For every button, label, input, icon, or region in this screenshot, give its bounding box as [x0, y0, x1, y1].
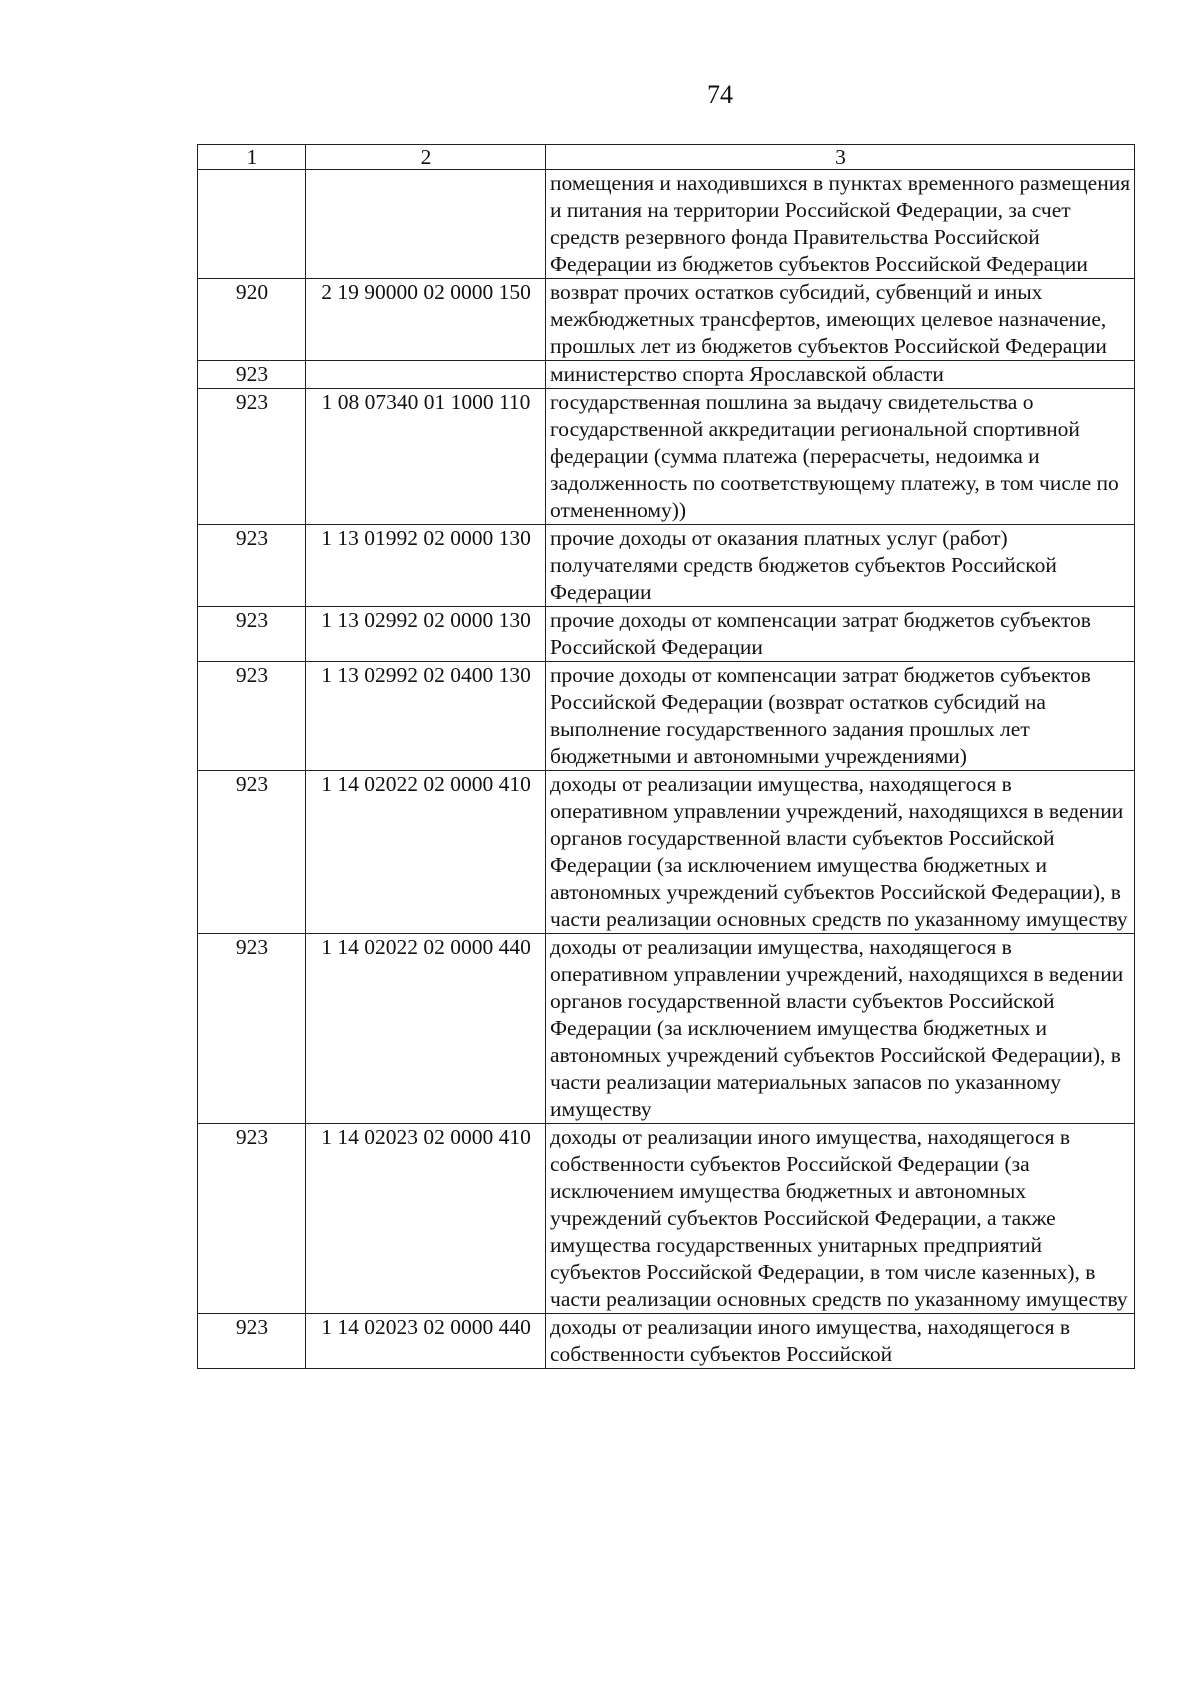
revenue-name-cell: доходы от реализации имущества, находящегося в оперативном управлении учреждений, находящихся в ведении органов государственной власти субъектов Российской Федерации (за исключением имущества бюджетных и автономных учреждений субъектов Российской Федерации), в части реализации основных средств по указанному имуществу — [546, 771, 1135, 934]
revenue-name-cell: прочие доходы от компенсации затрат бюджетов субъектов Российской Федерации — [546, 607, 1135, 662]
header-row — [198, 145, 1135, 170]
revenue-code-cell: 1 08 07340 01 1000 110 — [306, 389, 546, 525]
table-row — [198, 279, 1135, 361]
revenue-code-cell: 1 13 02992 02 0000 130 — [306, 607, 546, 662]
revenue-name-cell: прочие доходы от компенсации затрат бюджетов субъектов Российской Федерации (возврат остатков субсидий на выполнение государственного задания прошлых лет бюджетными и автономными учреждениями) — [546, 662, 1135, 771]
column-header-1: 1 — [198, 145, 306, 170]
revenue-name-cell: доходы от реализации иного имущества, находящегося в собственности субъектов Российской — [546, 1314, 1135, 1369]
admin-code-cell: 923 — [198, 389, 306, 525]
revenue-code-cell: 2 19 90000 02 0000 150 — [306, 279, 546, 361]
admin-code-cell: 923 — [198, 771, 306, 934]
admin-code-cell: 923 — [198, 525, 306, 607]
table-row — [198, 771, 1135, 934]
table-row — [198, 170, 1135, 279]
admin-code-cell: 923 — [198, 361, 306, 389]
revenue-code-cell: 1 14 02023 02 0000 440 — [306, 1314, 546, 1369]
revenue-name-cell: государственная пошлина за выдачу свидетельства о государственной аккредитации региональной спортивной федерации (сумма платежа (перерасчеты, недоимка и задолженность по соответствующему платежу, в том числе по отмененному)) — [546, 389, 1135, 525]
page-number: 74 — [707, 80, 733, 109]
table-row — [198, 607, 1135, 662]
admin-code-cell: 923 — [198, 1314, 306, 1369]
table-row — [198, 934, 1135, 1124]
revenue-name-cell: прочие доходы от оказания платных услуг (работ) получателями средств бюджетов субъектов Российской Федерации — [546, 525, 1135, 607]
column-header-2: 2 — [306, 145, 546, 170]
table-row — [198, 662, 1135, 771]
revenue-code-cell — [306, 170, 546, 279]
revenue-name-cell: доходы от реализации иного имущества, находящегося в собственности субъектов Российской Федерации (за исключением имущества бюджетных и автономных учреждений субъектов Российской Федерации, а также имущества государственных унитарных предприятий субъектов Российской Федерации, в том числе казенных), в части реализации основных средств по указанному имуществу — [546, 1124, 1135, 1314]
revenue-code-cell: 1 14 02022 02 0000 440 — [306, 934, 546, 1124]
revenue-name-cell: доходы от реализации имущества, находящегося в оперативном управлении учреждений, находящихся в ведении органов государственной власти субъектов Российской Федерации (за исключением имущества бюджетных и автономных учреждений субъектов Российской Федерации), в части реализации материальных запасов по указанному имуществу — [546, 934, 1135, 1124]
table-row — [198, 1124, 1135, 1314]
admin-code-cell: 923 — [198, 1124, 306, 1314]
revenue-code-cell: 1 14 02022 02 0000 410 — [306, 771, 546, 934]
revenue-code-cell: 1 14 02023 02 0000 410 — [306, 1124, 546, 1314]
column-header-3: 3 — [546, 145, 1135, 170]
revenue-codes-table — [197, 144, 1135, 1369]
revenue-code-cell: 1 13 01992 02 0000 130 — [306, 525, 546, 607]
admin-code-cell: 923 — [198, 662, 306, 771]
revenue-name-cell: возврат прочих остатков субсидий, субвенций и иных межбюджетных трансфертов, имеющих целевое назначение, прошлых лет из бюджетов субъектов Российской Федерации — [546, 279, 1135, 361]
revenue-name-cell: министерство спорта Ярославской области — [546, 361, 1135, 389]
table-row — [198, 1314, 1135, 1369]
admin-code-cell: 923 — [198, 934, 306, 1124]
table-body — [198, 170, 1135, 1369]
table-row — [198, 361, 1135, 389]
admin-code-cell: 923 — [198, 607, 306, 662]
revenue-code-cell — [306, 361, 546, 389]
table-row — [198, 389, 1135, 525]
revenue-code-cell: 1 13 02992 02 0400 130 — [306, 662, 546, 771]
table-row — [198, 525, 1135, 607]
revenue-name-cell: помещения и находившихся в пунктах временного размещения и питания на территории Российской Федерации, за счет средств резервного фонда Правительства Российской Федерации из бюджетов субъектов Российской Федерации — [546, 170, 1135, 279]
admin-code-cell — [198, 170, 306, 279]
admin-code-cell: 920 — [198, 279, 306, 361]
table-header — [198, 145, 1135, 170]
